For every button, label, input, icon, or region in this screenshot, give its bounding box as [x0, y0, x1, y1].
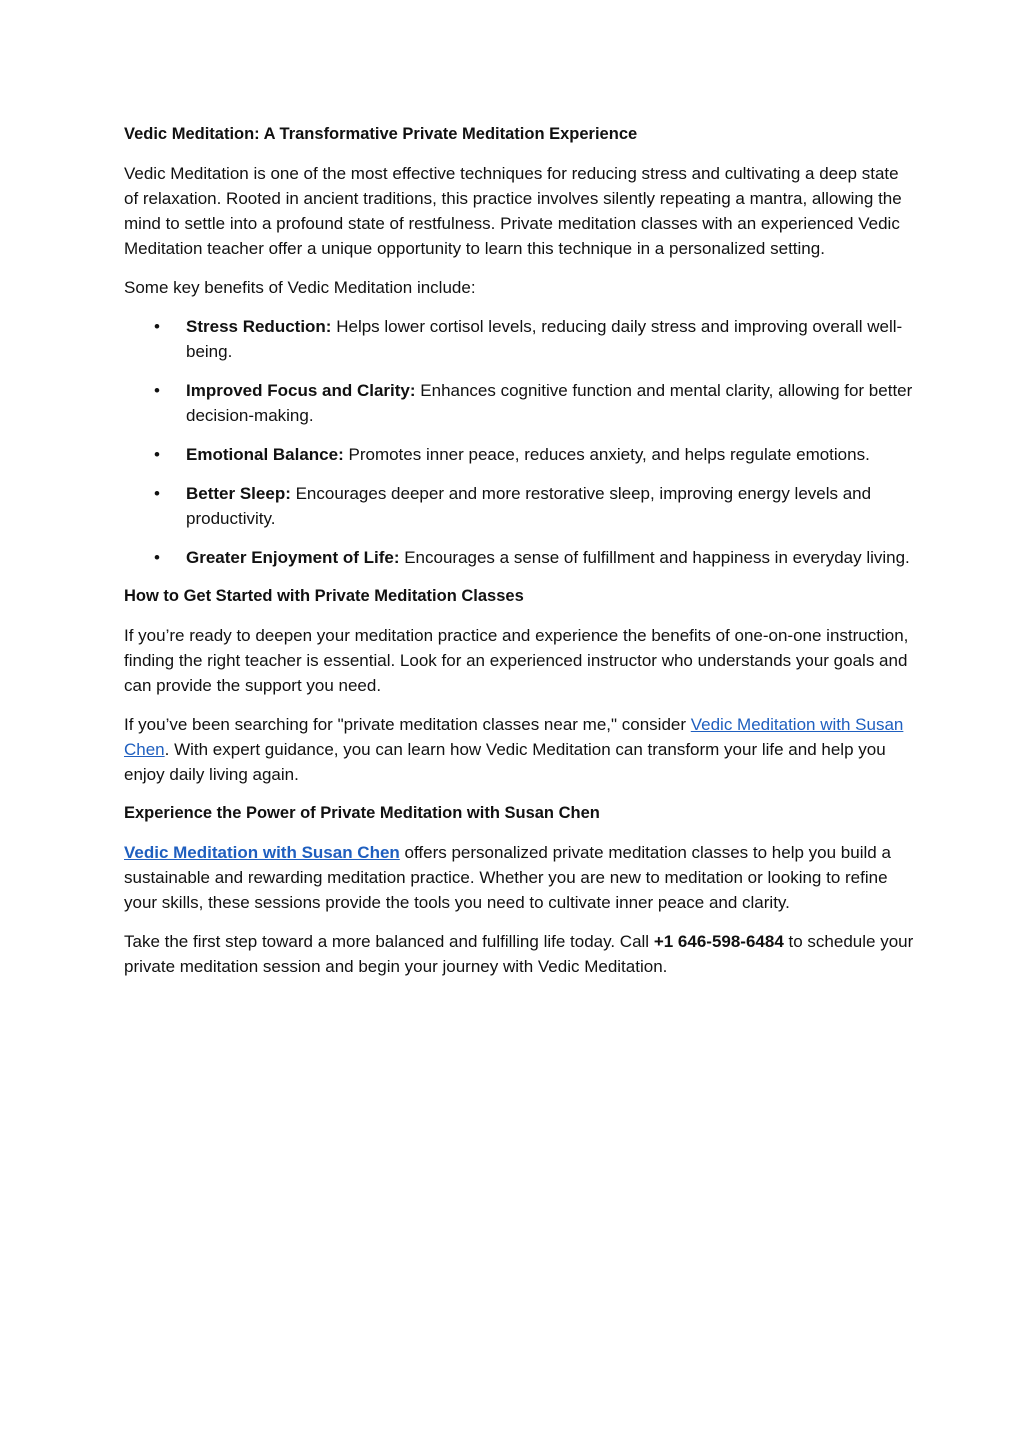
- susan-chen-bold-link[interactable]: Vedic Meditation with Susan Chen: [124, 843, 400, 862]
- intro-paragraph: Vedic Meditation is one of the most effective techniques for reducing stress and cultivating a deep state of relaxation. Rooted in ancient traditions, this practice involves silently repeating a mantra, allowing the mind to settle into a profound state of restfulness. Private meditation classes with an experienced Vedic Meditation teacher offer a unique opportunity to learn this technique in a personalized setting.: [124, 164, 902, 258]
- search-paragraph-text-after: . With expert guidance, you can learn how Vedic Meditation can transform your life and help you enjoy daily living again.: [124, 740, 886, 784]
- susan-chen-link[interactable]: Vedic Meditation with Susan Chen: [124, 715, 904, 759]
- get-started-paragraph: If you’re ready to deepen your meditation practice and experience the benefits of one-on-one instruction, finding the right teacher is essential. Look for an experienced instructor who understands your goals and can provide the support you need.: [124, 626, 909, 695]
- list-item: [124, 545, 914, 570]
- search-paragraph: [124, 712, 914, 787]
- benefit-label: Stress Reduction:: [186, 317, 332, 336]
- benefit-text: Encourages a sense of fulfillment and happiness in everyday living.: [399, 548, 910, 567]
- phone-number: +1 646-598-6484: [653, 932, 784, 951]
- benefit-text: Helps lower cortisol levels, reducing daily stress and improving overall well-being.: [186, 317, 903, 361]
- benefit-text: Encourages deeper and more restorative sleep, improving energy levels and productivity.: [186, 484, 872, 528]
- cta-paragraph: [124, 929, 914, 979]
- bullet-icon: •: [154, 484, 160, 503]
- cta-text-after: to schedule your private meditation session and begin your journey with Vedic Meditation.: [124, 932, 914, 976]
- benefit-label: Improved Focus and Clarity:: [186, 381, 416, 400]
- benefit-label: Emotional Balance:: [186, 445, 344, 464]
- benefit-text: Promotes inner peace, reduces anxiety, and helps regulate emotions.: [343, 445, 870, 464]
- section-heading-experience: Experience the Power of Private Meditation with Susan Chen: [124, 804, 600, 822]
- benefits-intro: Some key benefits of Vedic Meditation include:: [124, 278, 476, 297]
- experience-paragraph-text: offers personalized private meditation classes to help you build a sustainable and rewarding meditation practice. Whether you are new to meditation or looking to refine your skills, these sessions provide the tools you need to cultivate inner peace and clarity.: [124, 843, 891, 912]
- cta-text-before: Take the first step toward a more balanced and fulfilling life today. Call: [124, 932, 654, 951]
- list-item: [124, 442, 914, 467]
- bullet-icon: •: [154, 445, 160, 464]
- document-body: [124, 122, 914, 993]
- benefit-text: Enhances cognitive function and mental clarity, allowing for better decision-making.: [186, 381, 913, 425]
- list-item: [124, 481, 914, 531]
- benefits-list: [124, 314, 914, 570]
- list-item: [124, 314, 914, 364]
- document-title: Vedic Meditation: A Transformative Private Meditation Experience: [124, 125, 638, 143]
- section-heading-get-started: How to Get Started with Private Meditation Classes: [124, 587, 524, 605]
- bullet-icon: •: [154, 317, 160, 336]
- benefit-label: Greater Enjoyment of Life:: [186, 548, 400, 567]
- search-paragraph-text-before: If you’ve been searching for "private meditation classes near me," consider: [124, 715, 691, 734]
- bullet-icon: •: [154, 381, 160, 400]
- experience-paragraph: [124, 840, 914, 915]
- list-item: [124, 378, 914, 428]
- bullet-icon: •: [154, 548, 160, 567]
- benefit-label: Better Sleep:: [186, 484, 291, 503]
